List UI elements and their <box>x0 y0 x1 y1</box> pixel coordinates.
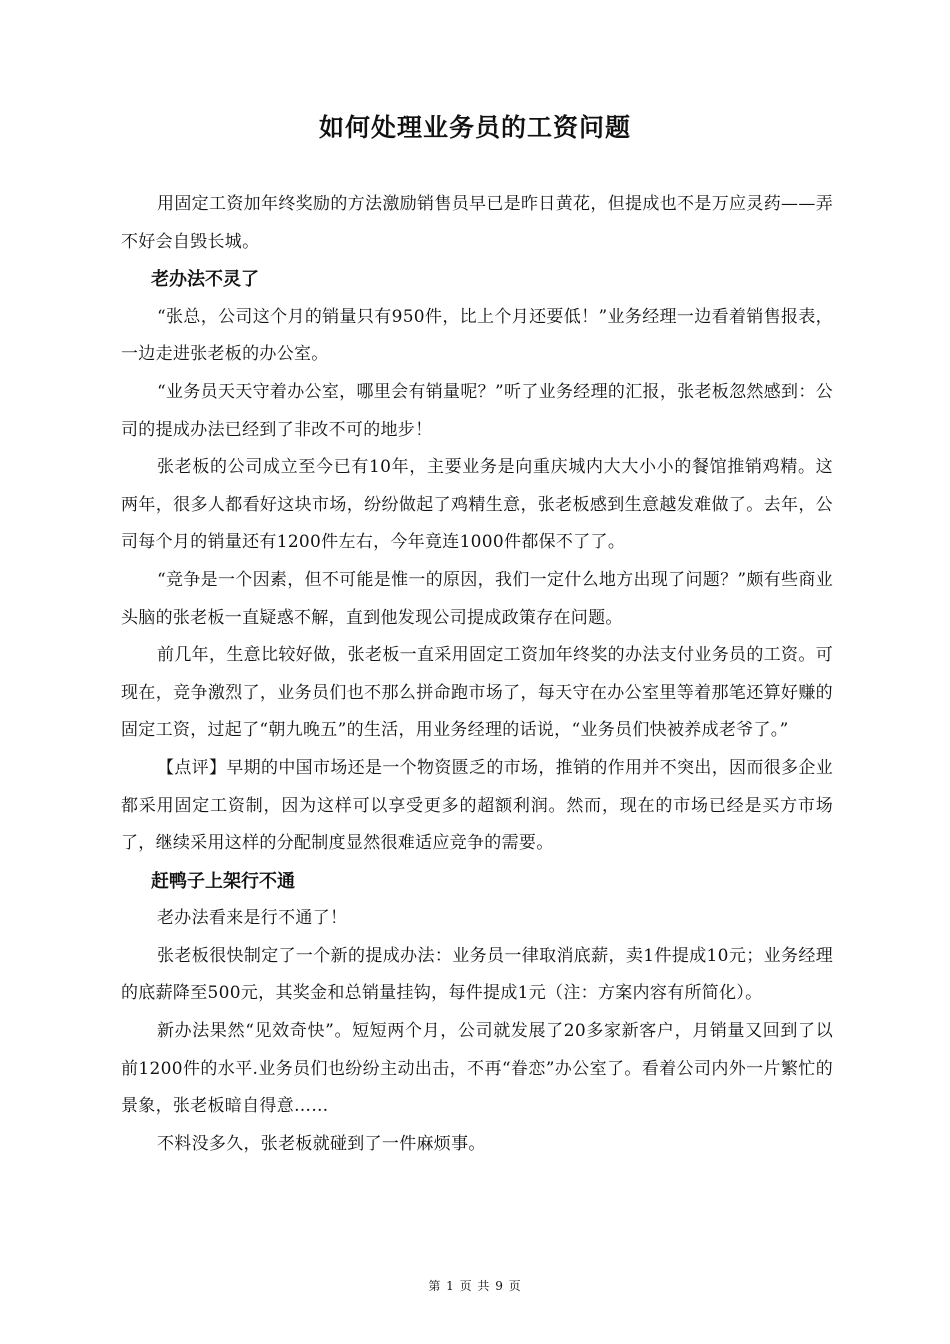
body-paragraph: 张老板很快制定了一个新的提成办法：业务员一律取消底薪，卖1件提成10元；业务经理的底薪降至500元，其奖金和总销量挂钩，每件提成1元（注：方案内容有所简化）。 <box>121 945 833 1004</box>
document-title: 如何处理业务员的工资问题 <box>318 113 631 142</box>
body-paragraph: “业务员天天守着办公室，哪里会有销量呢？”听了业务经理的汇报，张老板忽然感到：公司的提成办法已经到了非改不可的地步！ <box>121 381 833 440</box>
commentary-paragraph: 【点评】早期的中国市场还是一个物资匮乏的市场，推销的作用并不突出，因而很多企业都采用固定工资制，因为这样可以享受更多的超额利润。然而，现在的市场已经是买方市场了，继续采用这样的分配制度显然很难适应竞争的需要。 <box>121 757 833 854</box>
body-paragraph: 老办法看来是行不通了！ <box>157 908 348 929</box>
body-paragraph: 张老板的公司成立至今已有10年，主要业务是向重庆城内大大小小的餐馆推销鸡精。这两年，很多人都看好这块市场，纷纷做起了鸡精生意，张老板感到生意越发难做了。去年，公司每个月的销量还有1200件左右，今年竟连1000件都保不了了。 <box>121 457 833 553</box>
document-body <box>121 186 833 1163</box>
body-paragraph: 新办法果然“见效奇快”。短短两个月，公司就发展了20多家新客户，月销量又回到了以前1200件的水平.业务员们也纷纷主动出击，不再“眷恋”办公室了。看着公司内外一片繁忙的景象，张老板暗自得意…… <box>121 1021 833 1117</box>
body-paragraph: “张总，公司这个月的销量只有950件，比上个月还要低！”业务经理一边看着销售报表，一边走进张老板的办公室。 <box>121 306 833 365</box>
section-heading: 老办法不灵了 <box>151 269 259 291</box>
section-heading: 赶鸭子上架行不通 <box>151 870 295 892</box>
section-old-method <box>121 261 833 863</box>
body-paragraph: “竞争是一个因素，但不可能是惟一的原因，我们一定什么地方出现了问题？”颇有些商业头脑的张老板一直疑惑不解，直到他发现公司提成政策存在问题。 <box>121 569 833 628</box>
body-paragraph: 不料没多久，张老板就碰到了一件麻烦事。 <box>157 1133 486 1154</box>
page-number-footer: 第 1 页 共 9 页 <box>428 1279 522 1293</box>
section-new-method <box>121 863 833 1164</box>
intro-paragraph: 用固定工资加年终奖励的方法激励销售员早已是昨日黄花，但提成也不是万应灵药——弄不好会自毁长城。 <box>121 194 833 252</box>
body-paragraph: 前几年，生意比较好做，张老板一直采用固定工资加年终奖的办法支付业务员的工资。可现在，竞争激烈了，业务员们也不那么拼命跑市场了，每天守在办公室里等着那笔还算好赚的固定工资，过起了“朝九晚五”的生活，用业务经理的话说，“业务员们快被养成老爷了。” <box>121 645 833 741</box>
